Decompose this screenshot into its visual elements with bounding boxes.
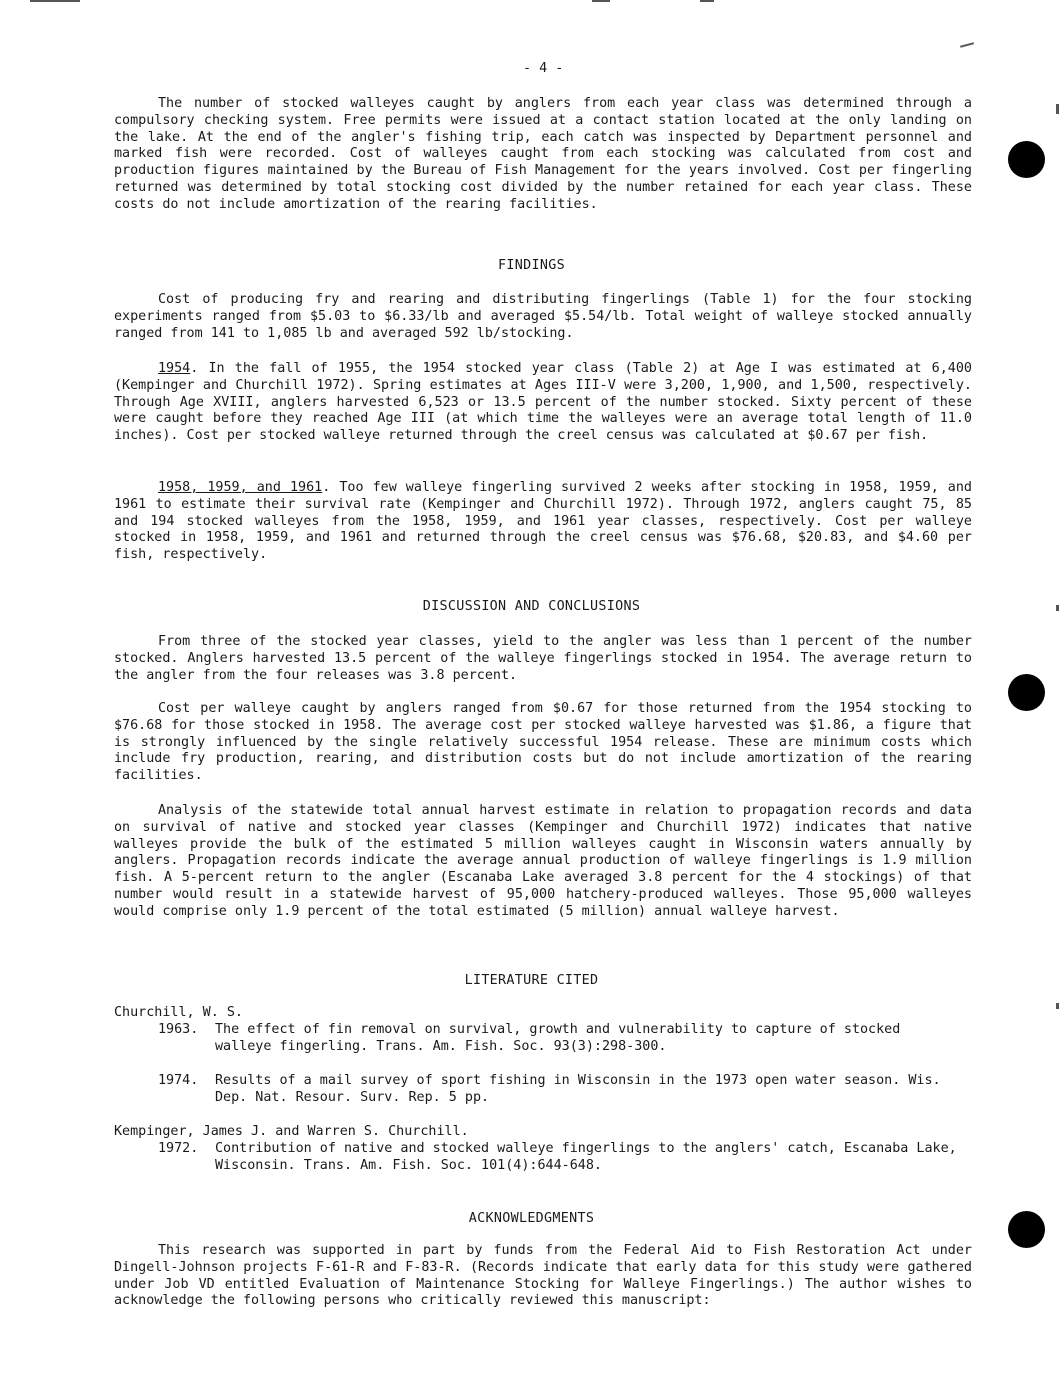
reference-year: 1963. bbox=[158, 1022, 199, 1037]
findings-paragraph-1958-1961 bbox=[114, 480, 972, 564]
punch-hole-middle bbox=[1008, 674, 1045, 711]
intro-paragraph: The number of stocked walleyes caught by anglers from each year class was determined through a compulsory checking system. Free permits were issued at a contact station located at the only landing on the lake. At the end of the angler's fishing trip, each catch was inspected by Department personnel and marked fish were recorded. Cost of walleyes caught from each stocking was calculated from cost and production figures maintained by the Bureau of Fish Management for the years involved. Cost per fingerling returned was determined by total stocking cost divided by the number retained for each year class. These costs do not include amortization of the rearing facilities. bbox=[114, 96, 972, 212]
scan-mark-top-left bbox=[30, 0, 80, 2]
discussion-paragraph-cost: Cost per walleye caught by anglers ranged from $0.67 for those returned from the 1954 stocking to $76.68 for those stocked in 1958. The average cost per stocked walleye harvested was $1.86, a figure that is strongly influenced by the single relatively successful 1954 release. These are minimum costs which include fry production, rearing, and distribution costs but do not include amortization of the rearing facilities. bbox=[114, 701, 972, 784]
page-number: - 4 - bbox=[523, 61, 564, 76]
findings-heading: FINDINGS bbox=[498, 258, 565, 273]
scan-mark-top-right bbox=[700, 0, 714, 2]
year-class-1954-label: 1954 bbox=[158, 361, 191, 376]
findings-paragraph-1954 bbox=[114, 361, 972, 445]
acknowledgments-heading: ACKNOWLEDGMENTS bbox=[468, 1211, 595, 1226]
year-class-1958-1961-label: 1958, 1959, and 1961 bbox=[158, 480, 323, 495]
findings-1954-text: . In the fall of 1955, the 1954 stocked year class (Table 2) at Age I was estimated at 6,400 (Kempinger and Churchill 1972). Spring estimates at Ages III-V were 3,200, 1,900, and 1,500, respectively. Through Age XVIII, anglers harvested 6,523 or 13.5 percent of the number stocked. Sixty percent of these were caught before they reached Age III (at which time the walleyes were an average total length of 11.0 inches). Cost per stocked walleye returned through the creel census was calculated at $0.67 per fish. bbox=[114, 361, 972, 444]
reference-1963 bbox=[158, 1022, 958, 1056]
findings-paragraph-cost: Cost of producing fry and rearing and distributing fingerlings (Table 1) for the four stocking experiments ranged from $5.03 to $6.33/lb and averaged $5.54/lb. Total weight of walleye stocked annually ranged from 141 to 1,085 lb and averaged 592 lb/stocking. bbox=[114, 292, 972, 341]
reference-year: 1972. bbox=[158, 1141, 199, 1156]
reference-text: The effect of fin removal on survival, growth and vulnerability to capture of stocked walleye fingerling. Trans. Am. Fish. Soc. 93(3):298-300. bbox=[215, 1022, 901, 1054]
reference-text: Contribution of native and stocked walleye fingerlings to the anglers' catch, Escanaba Lake, Wisconsin. Trans. Am. Fish. Soc. 101(4):644-648. bbox=[215, 1141, 957, 1173]
discussion-heading: DISCUSSION AND CONCLUSIONS bbox=[422, 599, 641, 614]
discussion-paragraph-statewide: Analysis of the statewide total annual harvest estimate in relation to propagation records and data on survival of native and stocked year classes (Kempinger and Churchill 1972) indicates that native walleyes provide the bulk of the estimated 5 million walleyes caught in Wisconsin waters annually by anglers. Propagation records indicate the average annual production of walleye fingerlings is 1.9 million fish. A 5-percent return to the angler (Escanaba Lake averaged 3.8 percent for the 4 stockings) of that number would result in a statewide harvest of 95,000 hatchery-produced walleyes. Those 95,000 walleyes would comprise only 1.9 percent of the total estimated (5 million) annual walleye harvest. bbox=[114, 803, 972, 919]
acknowledgments-paragraph: This research was supported in part by funds from the Federal Aid to Fish Restoration Act under Dingell-Johnson projects F-61-R and F-83-R. (Records indicate that early data for this study were gathered under Job VD entitled Evaluation of Maintenance Stocking for Walleye Fingerlings.) The author wishes to acknowledge the following persons who critically reviewed this manuscript: bbox=[114, 1243, 972, 1309]
reference-text: Results of a mail survey of sport fishing in Wisconsin in the 1973 open water season. Wis. Dep. Nat. Resour. Surv. Rep. 5 pp. bbox=[215, 1073, 941, 1105]
scan-mark-top bbox=[592, 0, 610, 2]
punch-hole-top bbox=[1008, 141, 1045, 178]
reference-author-churchill: Churchill, W. S. bbox=[114, 1005, 243, 1020]
findings-1958-1961-text: . Too few walleye fingerling survived 2 weeks after stocking in 1958, 1959, and 1961 to estimate their survival rate (Kempinger and Churchill 1972). Through 1972, anglers caught 75, 85 and 194 stocked walleyes from the 1958, 1959, and 1961 year classes, respectively. Cost per walleye stocked in 1958, 1959, and 1961 and returned through the creel census was $76.68, $20.83, and $4.60 per fish, respectively. bbox=[114, 480, 972, 563]
scan-mark-corner bbox=[960, 42, 974, 48]
scan-mark-edge-3 bbox=[1056, 1003, 1059, 1009]
scan-mark-edge bbox=[1056, 104, 1059, 114]
reference-author-kempinger: Kempinger, James J. and Warren S. Churchill. bbox=[114, 1124, 469, 1139]
discussion-paragraph-yield: From three of the stocked year classes, yield to the angler was less than 1 percent of the number stocked. Anglers harvested 13.5 percent of the walleye fingerlings stocked in 1954. The average return to the angler from the four releases was 3.8 percent. bbox=[114, 634, 972, 683]
reference-year: 1974. bbox=[158, 1073, 199, 1088]
literature-heading: LITERATURE CITED bbox=[464, 973, 599, 988]
reference-1974 bbox=[158, 1073, 958, 1107]
reference-1972 bbox=[158, 1141, 958, 1175]
